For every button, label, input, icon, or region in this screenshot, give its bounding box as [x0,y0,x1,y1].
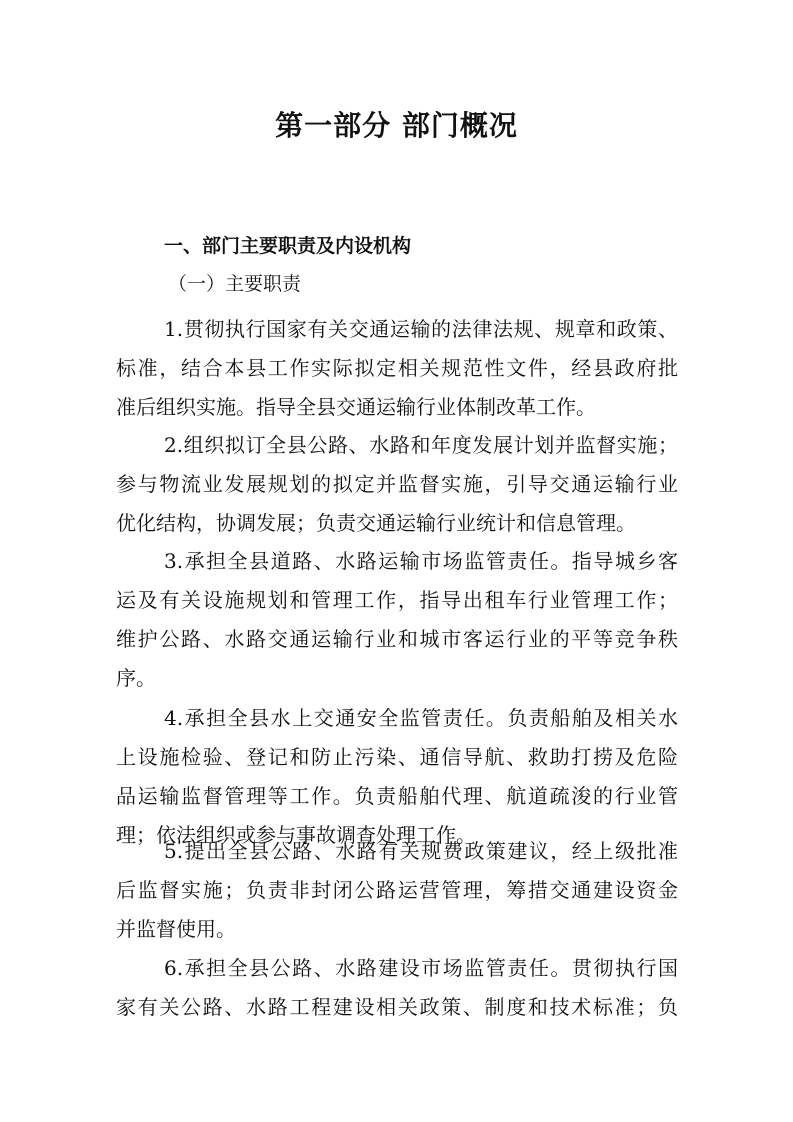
subsection-heading: （一）主要职责 [168,273,302,295]
paragraph-line: 准后组织实施。指导全县交通运输行业体制改革工作。 [116,395,596,419]
section-heading: 一、部门主要职责及内设机构 [164,235,412,257]
paragraph-line: 参与物流业发展规划的拟定并监督实施，引导交通运输行业 [116,472,678,496]
paragraph-line: 5.提出全县公路、水路有关规费政策建议，经上级批准 [164,839,678,863]
paragraph-line: 4.承担全县水上交通安全监管责任。负责船舶及相关水 [164,706,678,730]
paragraph-line: 序。 [116,666,156,690]
paragraph-line: 家有关公路、水路工程建设相关政策、制度和技术标准；负 [116,995,678,1019]
paragraph-line: 后监督实施；负责非封闭公路运营管理，筹措交通建设资金 [116,878,678,902]
paragraph-line: 理；依法组织或参与事故调查处理工作。 [116,823,476,847]
paragraph-5 [116,832,678,949]
paragraph-line: 6.承担全县公路、水路建设市场监管责任。贯彻执行国 [164,956,678,980]
paragraph-line: 1.贯彻执行国家有关交通运输的法律法规、规章和政策、 [164,317,678,341]
paragraph-line: 优化结构，协调发展；负责交通运输行业统计和信息管理。 [116,511,636,535]
page-title: 第一部分 部门概况 [275,109,518,142]
paragraph-6 [116,949,678,1027]
paragraph-2 [116,426,678,543]
paragraph-line: 标准，结合本县工作实际拟定相关规范性文件，经县政府批 [116,356,678,380]
paragraph-line: 并监督使用。 [116,917,236,941]
paragraph-3 [116,542,678,698]
paragraph-line: 上设施检验、登记和防止污染、通信导航、救助打捞及危险 [116,745,678,769]
paragraph-line: 维护公路、水路交通运输行业和城市客运行业的平等竞争秩 [116,627,678,651]
paragraph-line: 运及有关设施规划和管理工作，指导出租车行业管理工作； [116,588,678,612]
paragraph-1 [116,310,678,427]
paragraph-line: 3.承担全县道路、水路运输市场监管责任。指导城乡客 [164,549,678,573]
paragraph-line: 2.组织拟订全县公路、水路和年度发展计划并监督实施； [164,433,678,457]
paragraph-line: 品运输监督管理等工作。负责船舶代理、航道疏浚的行业管 [116,784,678,808]
